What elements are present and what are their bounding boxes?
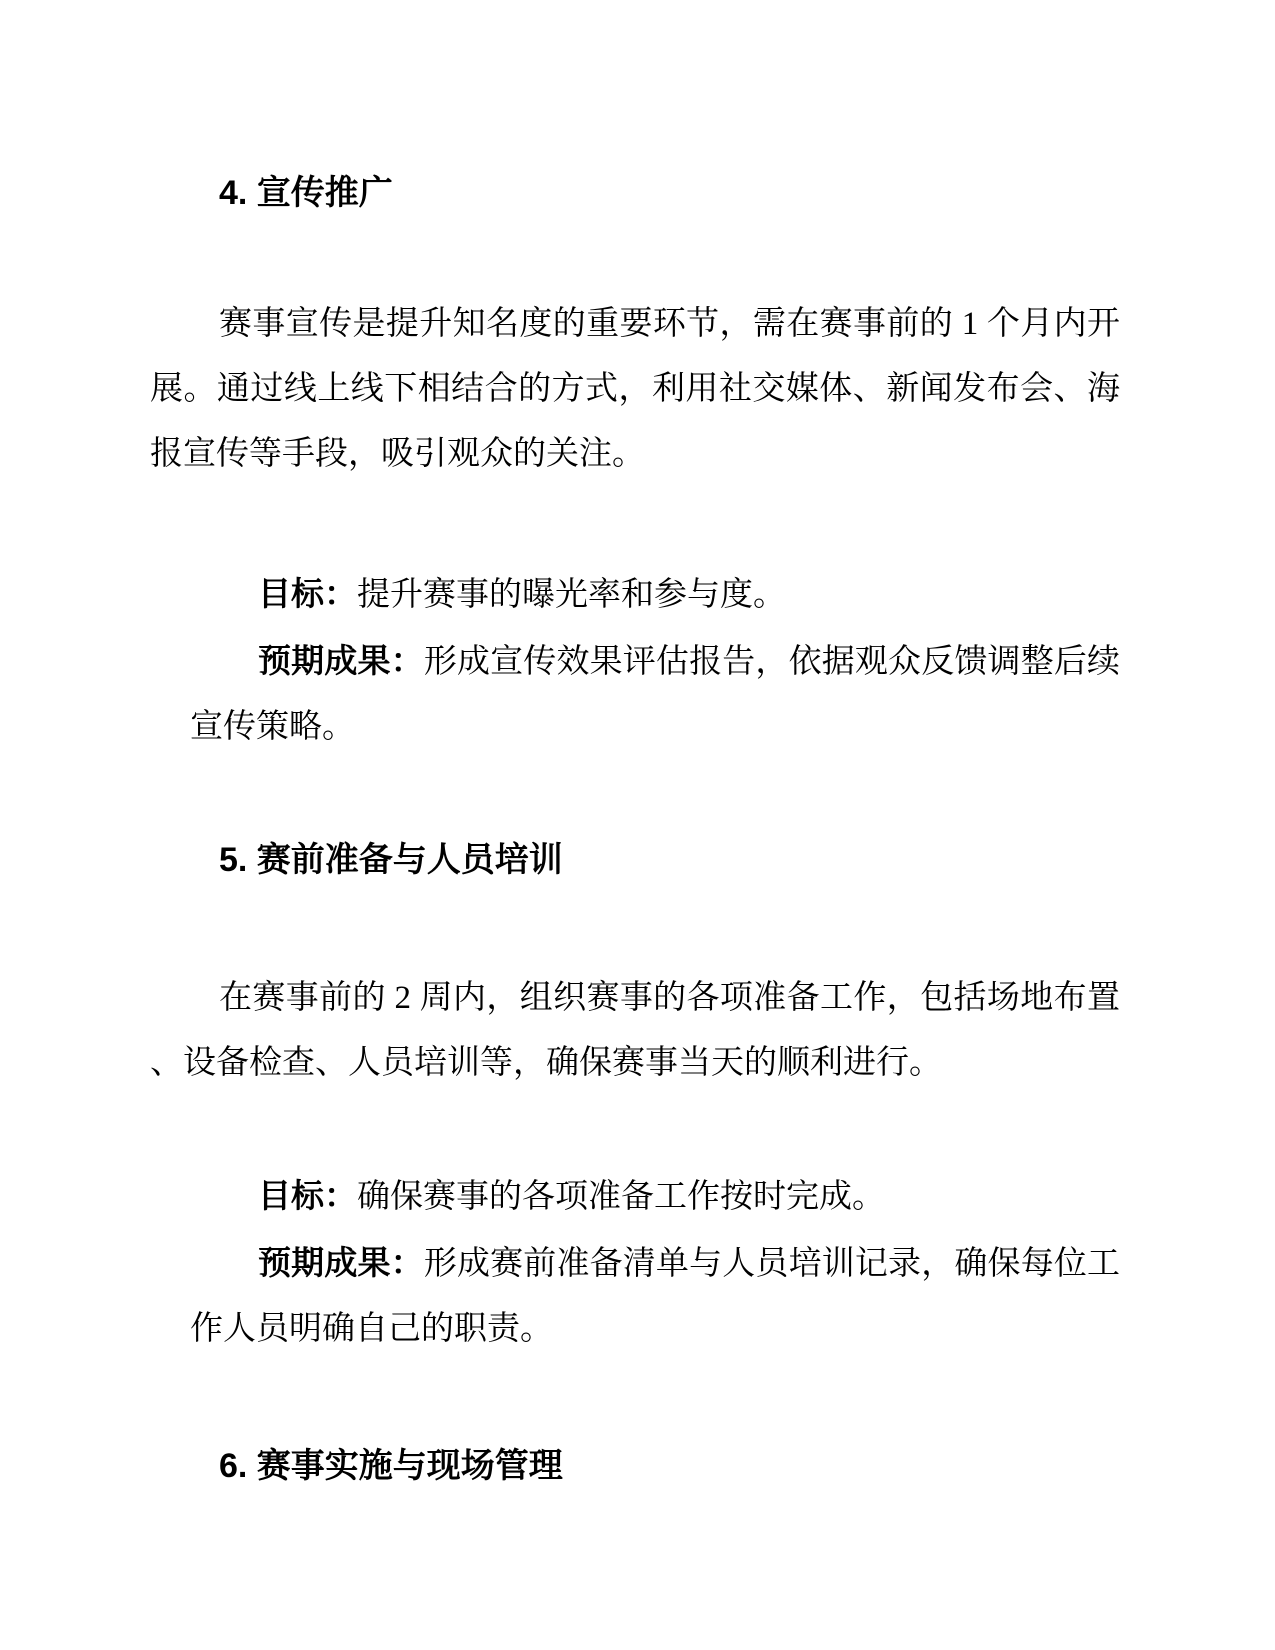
outcome-label: 预期成果： xyxy=(258,1244,424,1281)
section-4-paragraph xyxy=(150,292,1120,487)
section-5-outcome xyxy=(190,1230,1120,1362)
goal-label: 目标： xyxy=(258,1177,357,1214)
paragraph-line: 、设备检查、人员培训等，确保赛事当天的顺利进行。 xyxy=(150,1045,942,1081)
outcome-text: 形成宣传效果评估报告，依据观众反馈调整后续 xyxy=(423,644,1121,680)
outcome-text: 形成赛前准备清单与人员培训记录，确保每位工 xyxy=(423,1246,1121,1282)
section-6 xyxy=(150,1434,1120,1499)
goal-line xyxy=(190,1163,1120,1230)
section-6-heading: 6. 赛事实施与现场管理 xyxy=(219,1447,563,1485)
paragraph-line: 赛事宣传是提升知名度的重要环节，需在赛事前的 1 个月内开 xyxy=(219,306,1120,342)
outcome-label: 预期成果： xyxy=(258,642,424,679)
outcome-line: 宣传策略。 xyxy=(190,709,355,745)
goal-label: 目标： xyxy=(258,575,357,612)
section-5-goal xyxy=(190,1163,1120,1230)
goal-text: 确保赛事的各项准备工作按时完成。 xyxy=(357,1179,885,1215)
outcome-line xyxy=(190,628,1120,695)
section-4-outcome xyxy=(190,628,1120,760)
paragraph-line: 报宣传等手段，吸引观众的关注。 xyxy=(150,436,645,472)
section-5 xyxy=(150,828,1120,1362)
paragraph-line: 在赛事前的 2 周内，组织赛事的各项准备工作，包括场地布置 xyxy=(219,980,1120,1016)
outcome-line: 作人员明确自己的职责。 xyxy=(190,1311,553,1347)
section-5-paragraph xyxy=(150,966,1120,1096)
outcome-line xyxy=(190,1230,1120,1297)
section-4-heading: 4. 宣传推广 xyxy=(219,174,393,212)
goal-line xyxy=(190,561,1120,628)
paragraph-line: 展。通过线上线下相结合的方式，利用社交媒体、新闻发布会、海 xyxy=(150,371,1120,407)
goal-text: 提升赛事的曝光率和参与度。 xyxy=(357,577,786,613)
section-5-heading: 5. 赛前准备与人员培训 xyxy=(219,841,563,879)
section-4-goal xyxy=(190,561,1120,628)
section-4 xyxy=(150,161,1120,760)
